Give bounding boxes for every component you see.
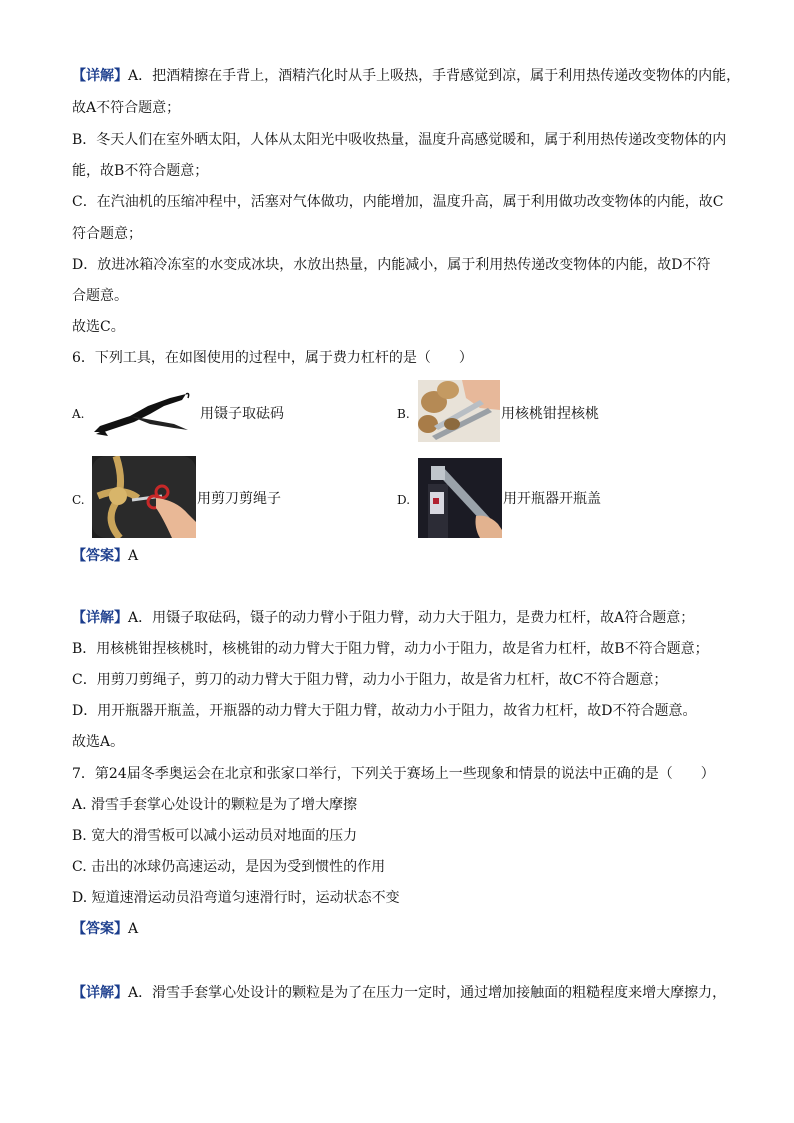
q7-detail-line-a — [72, 983, 726, 1003]
answer-tag: 【答案】 — [72, 921, 128, 937]
nutcracker-photo — [418, 380, 500, 442]
detail-tag: 【详解】 — [72, 610, 128, 626]
scissors-rope-photo — [92, 456, 196, 538]
q6-option-b-label: B. — [397, 407, 410, 421]
q6-answer-line — [72, 546, 138, 566]
q7-question: 7．第24届冬季奥运会在北京和张家口举行，下列关于赛场上一些现象和情景的说法中正确的是（ ） — [72, 766, 715, 782]
q7-answer-value: A — [128, 921, 139, 937]
q7-detail-a-text: A．滑雪手套掌心处设计的颗粒是为了在压力一定时，通过增加接触面的粗糙程度来增大摩擦力， — [128, 985, 727, 1001]
q6-detail-line-d: D．用开瓶器开瓶盖，开瓶器的动力臂大于阻力臂，故动力小于阻力，故省力杠杆，故D不符合题意。 — [72, 703, 697, 719]
q6-detail-a-text: A．用镊子取砝码，镊子的动力臂小于阻力臂，动力大于阻力，是费力杠杆，故A符合题意； — [128, 610, 695, 626]
q6-option-c-text: 用剪刀剪绳子 — [197, 491, 281, 507]
q5-detail-line-c1: C．在汽油机的压缩冲程中，活塞对气体做功，内能增加，温度升高，属于利用做功改变物体的内能，故C — [72, 194, 724, 210]
q5-detail-line-d2: 合题意。 — [72, 288, 128, 304]
q6-detail-line-c: C．用剪刀剪绳子，剪刀的动力臂大于阻力臂，动力小于阻力，故是省力杠杆，故C不符合题意； — [72, 672, 668, 688]
q7-option-a: A. 滑雪手套掌心处设计的颗粒是为了增大摩擦 — [72, 797, 358, 813]
q5-detail-line-b2: 能，故B不符合题意； — [72, 163, 209, 179]
detail-tag: 【详解】 — [72, 68, 128, 84]
q5-detail-line-a2: 故A不符合题意； — [72, 100, 181, 116]
q6-conclusion: 故选A。 — [72, 734, 125, 750]
q5-detail-line-c2: 符合题意； — [72, 226, 142, 242]
q6-option-b-text: 用核桃钳捏核桃 — [501, 406, 599, 422]
q5-detail-line-b1: B．冬天人们在室外晒太阳，人体从太阳光中吸收热量，温度升高感觉暖和，属于利用热传递改变物体的内 — [72, 132, 727, 148]
q6-question: 6．下列工具，在如图使用的过程中，属于费力杠杆的是（ ） — [72, 350, 473, 366]
q7-answer-line — [72, 919, 138, 939]
q5-detail-line-d1: D．放进冰箱冷冻室的水变成冰块，水放出热量，内能减小，属于利用热传递改变物体的内能，故D不符 — [72, 257, 711, 273]
detail-tag: 【详解】 — [72, 985, 128, 1001]
q7-option-d: D. 短道速滑运动员沿弯道匀速滑行时，运动状态不变 — [72, 890, 400, 906]
q6-detail-line-a — [72, 608, 694, 628]
tweezers-icon — [90, 386, 198, 442]
q7-option-c: C. 击出的冰球仍高速运动，是因为受到惯性的作用 — [72, 859, 386, 875]
q6-option-a-text: 用镊子取砝码 — [200, 406, 284, 422]
q6-option-c-label: C. — [72, 493, 85, 507]
q6-option-d-text: 用开瓶器开瓶盖 — [503, 491, 601, 507]
q6-detail-line-b: B．用核桃钳捏核桃时，核桃钳的动力臂大于阻力臂，动力小于阻力，故是省力杠杆，故B不符合题意； — [72, 641, 709, 657]
q6-option-a-label: A. — [72, 407, 85, 421]
answer-tag: 【答案】 — [72, 548, 128, 564]
bottle-opener-photo — [418, 458, 502, 538]
q6-answer-value: A — [128, 548, 139, 564]
q5-detail-a1-text: A．把酒精擦在手背上，酒精汽化时从手上吸热，手背感觉到凉，属于利用热传递改变物体的内能， — [128, 68, 741, 84]
q5-detail-line-a1 — [72, 66, 740, 86]
q7-option-b: B. 宽大的滑雪板可以减小运动员对地面的压力 — [72, 828, 358, 844]
q5-conclusion: 故选C。 — [72, 319, 125, 335]
q6-option-d-label: D. — [397, 493, 411, 507]
